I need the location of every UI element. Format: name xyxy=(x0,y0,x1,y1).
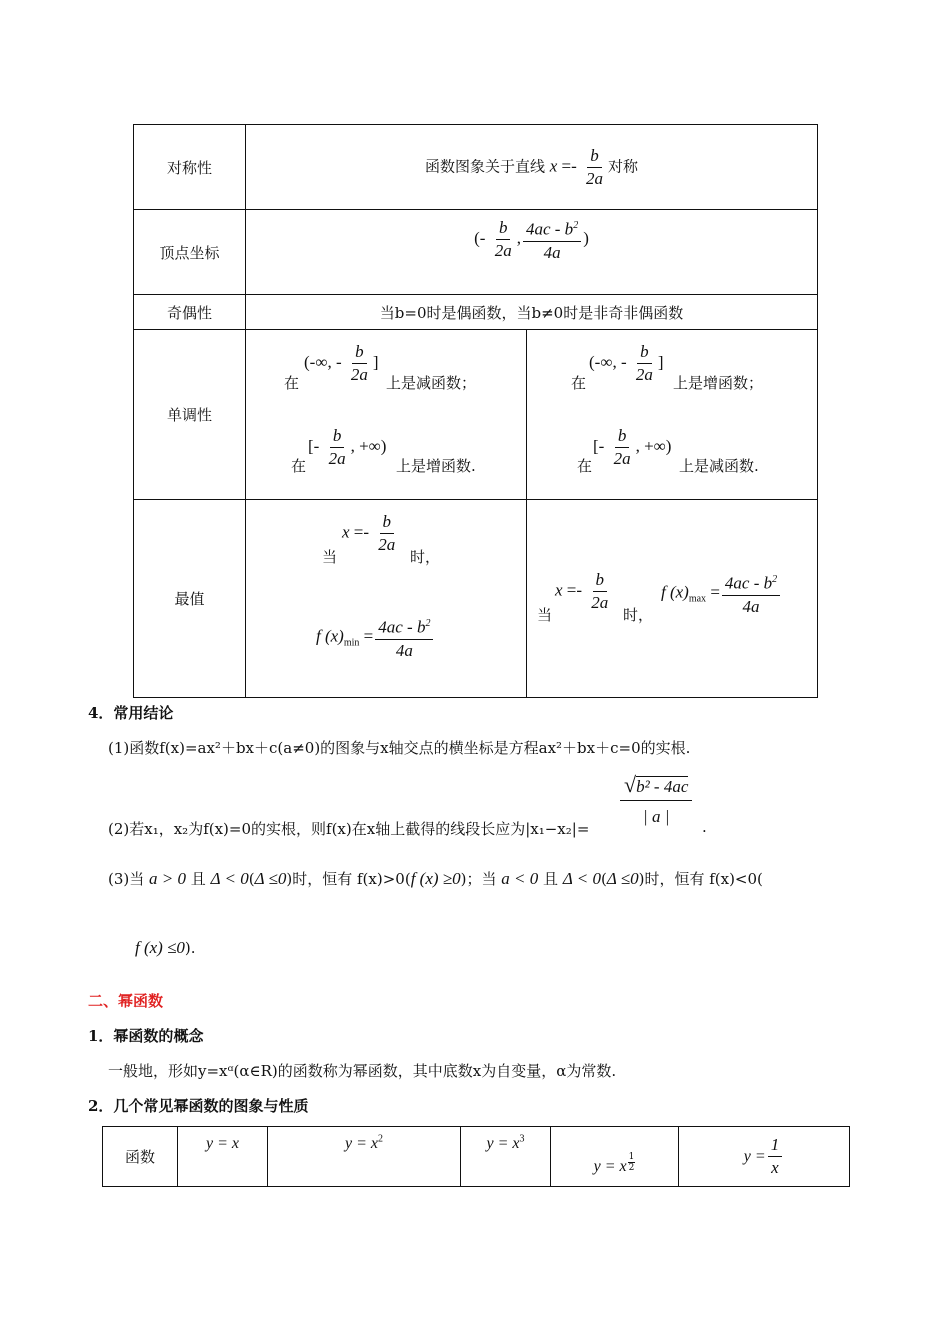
mono-left-bottom-close: , +∞) xyxy=(350,436,387,456)
mono-right-top-suffix: 上是增函数； xyxy=(673,374,764,392)
extreme-left-num: b xyxy=(380,512,395,534)
mono-right-bottom-interval xyxy=(593,426,671,469)
extreme-left-eq: =- xyxy=(349,522,374,542)
item3-paren-3: ( xyxy=(600,870,607,888)
extreme-right-after: 时， xyxy=(623,606,654,624)
extreme-left-after: 时， xyxy=(410,548,441,566)
extreme-left-vnum-exp: 2 xyxy=(425,618,431,629)
mono-left-bottom-suffix: 上是增函数. xyxy=(396,457,476,475)
item3-start: (3)当 xyxy=(108,870,145,888)
power-f1-expr: y = x xyxy=(206,1135,239,1152)
conclusion-item-1: (1)函数f(x)=ax²＋bx＋c(a≠0)的图象与x轴交点的横坐标是方程ax²＋bx＋c=0的实根. xyxy=(108,739,691,757)
item3-cond-a-neg: a < 0 xyxy=(501,869,539,888)
extreme-right-vnum-exp: 2 xyxy=(772,574,778,585)
vertex-num2-exp: 2 xyxy=(573,220,579,231)
power-f4-exp xyxy=(628,1152,636,1173)
power-header: 函数 xyxy=(103,1127,178,1187)
power-f5 xyxy=(679,1127,850,1187)
item3-paren-1: ( xyxy=(248,870,255,888)
power-f1 xyxy=(178,1127,268,1187)
power-concept-heading: 1．幂函数的概念 xyxy=(88,1027,204,1045)
item3-cond-delta-neg-1: Δ < 0 xyxy=(210,869,249,888)
power-functions-table xyxy=(102,1126,850,1187)
symmetry-after: 对称 xyxy=(608,157,639,175)
monotonicity-left xyxy=(246,330,527,500)
power-table-row xyxy=(103,1127,850,1187)
mono-right-top-prefix: 在 xyxy=(571,374,587,392)
item3-cond-delta-neg-2: Δ < 0 xyxy=(562,869,601,888)
mono-right-bottom-den: 2a xyxy=(613,449,631,468)
extreme-left xyxy=(246,500,527,698)
extreme-right-vnum: 4ac - b xyxy=(724,573,773,593)
extreme-right-vden: 4a xyxy=(742,596,760,616)
mono-right-bottom-suffix: 上是减函数. xyxy=(679,457,759,475)
extreme-right-x-fraction xyxy=(588,570,611,613)
mono-right-top-close: ] xyxy=(657,352,664,372)
mono-right-top-den: 2a xyxy=(635,365,653,384)
item3-cond-a-pos: a > 0 xyxy=(149,869,187,888)
extreme-right-sub: max xyxy=(688,593,707,605)
extreme-right-eq2: = xyxy=(706,582,720,602)
section-2-title: 二、幂函数 xyxy=(88,992,164,1010)
distance-den: | a | xyxy=(643,807,670,826)
symmetry-text: 函数图象关于直线 xyxy=(424,157,545,175)
vertex-close: ) xyxy=(583,228,589,248)
item3-and-2: 且 xyxy=(543,870,559,888)
conclusion-item-2: (2)若x₁，x₂为f(x)=0的实根，则f(x)在x轴上截得的线段长应为|x₁−x₂|= xyxy=(108,820,590,838)
mono-left-bottom-fraction xyxy=(326,426,349,469)
power-graphs-heading: 2．几个常见幂函数的图象与性质 xyxy=(88,1097,309,1115)
row-monotonicity xyxy=(134,330,818,500)
symmetry-fraction xyxy=(583,146,606,189)
item3-end: ). xyxy=(184,939,196,957)
mono-left-top-den: 2a xyxy=(350,365,368,384)
mono-right-top-fraction xyxy=(633,342,656,385)
symmetry-num: b xyxy=(587,146,602,168)
extreme-left-when: 当 xyxy=(322,548,338,566)
label-vertex: 顶点坐标 xyxy=(134,210,246,295)
extreme-right-var: x xyxy=(555,580,563,600)
mono-right-bottom-fraction xyxy=(611,426,634,469)
item3-cond-delta-le-2: Δ ≤0 xyxy=(606,869,639,888)
extreme-right-value xyxy=(661,570,782,617)
extreme-left-vnum: 4ac - b xyxy=(378,617,426,637)
power-definition: 一般地，形如y=xᵅ(α∈R)的函数称为幂函数，其中底数x为自变量，α为常数. xyxy=(108,1062,617,1080)
item3-always-neg: )时，恒有 f(x)<0( xyxy=(638,870,763,888)
power-f4-exp-den: 2 xyxy=(628,1163,635,1173)
item3-f-le-0: f (x) ≤0 xyxy=(135,938,185,957)
row-extreme xyxy=(134,500,818,698)
power-f4 xyxy=(551,1127,679,1187)
vertex-open: (- xyxy=(474,228,490,248)
vertex-sep: , xyxy=(516,228,521,248)
power-f4-exp-num: 1 xyxy=(628,1152,635,1162)
symmetry-eq: =- xyxy=(557,156,582,175)
mono-right-top-num: b xyxy=(637,342,652,364)
mono-right-bottom-close: , +∞) xyxy=(635,436,672,456)
power-f2-exp: 2 xyxy=(378,1133,383,1145)
mono-left-top-num: b xyxy=(352,342,367,364)
power-f2-expr: y = x xyxy=(345,1135,378,1152)
power-f5-num: 1 xyxy=(768,1135,783,1157)
extreme-right-x-expr xyxy=(555,570,613,613)
extreme-right xyxy=(527,500,818,698)
mono-right-top-open: (-∞, - xyxy=(589,352,631,372)
extreme-right-eq: =- xyxy=(562,580,587,600)
mono-left-bottom-num: b xyxy=(330,426,345,448)
mono-left-top-close: ] xyxy=(372,352,379,372)
extreme-right-when: 当 xyxy=(537,606,553,624)
mono-left-bottom-interval xyxy=(308,426,386,469)
conclusion-item-2-fraction xyxy=(618,772,694,827)
extreme-left-x-expr xyxy=(342,512,400,555)
extreme-left-f: f (x) xyxy=(316,626,344,646)
item3-always-pos: )时，恒有 f(x)>0( xyxy=(286,870,411,888)
power-f5-den: x xyxy=(771,1158,779,1177)
label-symmetry: 对称性 xyxy=(134,125,246,210)
conclusion-item-2-end: . xyxy=(702,818,707,836)
parity-text: 当b=0时是偶函数，当b≠0时是非奇非偶函数 xyxy=(246,295,818,330)
mono-right-bottom-open: [- xyxy=(593,436,609,456)
row-vertex xyxy=(134,210,818,295)
vertex-content xyxy=(246,210,818,295)
extreme-left-sub: min xyxy=(343,637,360,649)
item3-f-ge-0: f (x) ≥0 xyxy=(410,869,461,888)
mono-left-top-prefix: 在 xyxy=(284,374,300,392)
extreme-left-var: x xyxy=(342,522,350,542)
mono-left-top-fraction xyxy=(348,342,371,385)
mono-right-bottom-num: b xyxy=(615,426,630,448)
vertex-num1: b xyxy=(496,218,511,240)
symmetry-content xyxy=(246,125,818,210)
conclusion-item-3 xyxy=(108,868,763,889)
extreme-left-value xyxy=(316,614,435,661)
extreme-right-value-fraction xyxy=(722,570,780,617)
vertex-den2: 4a xyxy=(543,242,561,262)
sqrt-content: b² - 4ac xyxy=(636,777,689,796)
power-f5-lhs: y = xyxy=(743,1148,766,1165)
power-f4-expr: y = x xyxy=(593,1158,627,1175)
extreme-left-vden: 4a xyxy=(395,640,413,660)
symmetry-den: 2a xyxy=(586,168,604,188)
mono-left-top-suffix: 上是减函数； xyxy=(386,374,477,392)
vertex-num2: 4ac - b xyxy=(525,219,574,239)
power-f3-expr: y = x xyxy=(486,1135,520,1152)
mono-left-bottom-open: [- xyxy=(308,436,324,456)
extreme-right-f: f (x) xyxy=(661,582,689,602)
mono-left-top-interval xyxy=(304,342,379,385)
extreme-left-value-fraction xyxy=(375,614,433,661)
item3-cond-delta-le-1: Δ ≤0 xyxy=(254,869,287,888)
mono-left-top-open: (-∞, - xyxy=(304,352,346,372)
row-symmetry xyxy=(134,125,818,210)
label-extreme: 最值 xyxy=(134,500,246,698)
power-f3-exp: 3 xyxy=(519,1133,525,1145)
conclusion-item-3-tail xyxy=(135,938,196,958)
quadratic-properties-table xyxy=(133,124,818,698)
conclusions-heading: 4．常用结论 xyxy=(88,704,174,722)
extreme-right-num: b xyxy=(593,570,608,592)
label-parity: 奇偶性 xyxy=(134,295,246,330)
extreme-right-den: 2a xyxy=(591,593,609,612)
mono-left-bottom-prefix: 在 xyxy=(291,457,307,475)
power-f3 xyxy=(461,1127,551,1187)
vertex-fraction-1 xyxy=(492,218,515,261)
sqrt-sign: √ xyxy=(624,772,637,797)
extreme-left-eq2: = xyxy=(359,626,374,646)
monotonicity-right xyxy=(527,330,818,500)
mono-left-bottom-den: 2a xyxy=(328,449,346,468)
label-monotonicity: 单调性 xyxy=(134,330,246,500)
vertex-fraction-2 xyxy=(523,216,581,263)
vertex-den1: 2a xyxy=(494,240,512,260)
power-f2 xyxy=(268,1127,461,1187)
row-parity xyxy=(134,295,818,330)
item3-mid: )；当 xyxy=(460,870,497,888)
mono-right-top-interval xyxy=(589,342,664,385)
symmetry-var: x xyxy=(549,156,558,175)
extreme-left-x-fraction xyxy=(375,512,398,555)
extreme-left-den: 2a xyxy=(378,535,396,554)
item3-and-1: 且 xyxy=(190,870,206,888)
distance-fraction xyxy=(620,772,692,827)
mono-right-bottom-prefix: 在 xyxy=(577,457,593,475)
power-f5-fraction xyxy=(768,1135,783,1178)
